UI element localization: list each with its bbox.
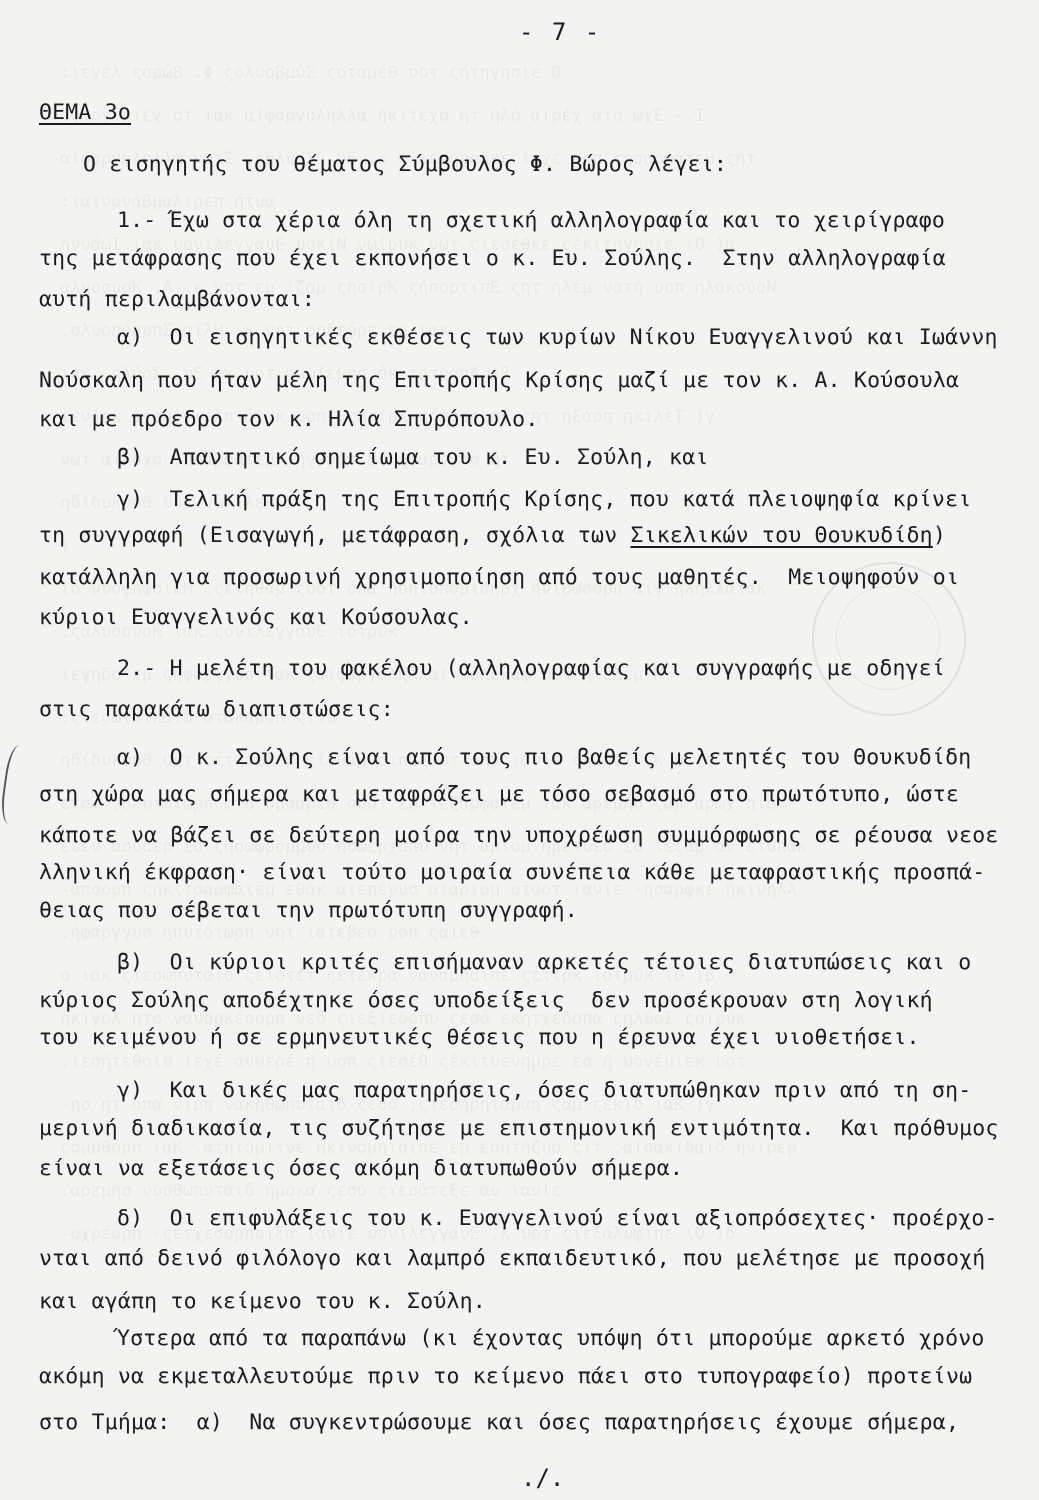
margin-pen-mark <box>0 744 35 827</box>
text-line: ακόμη να εκμεταλλευτούμε πριν το κείμενο πάει στο τυπογραφείο) προτείνω <box>39 1364 973 1389</box>
text-line: Ύστερα από τα παραπάνω (κι έχοντας υπόψη ότι μπορούμε αρκετό χρόνο <box>117 1326 985 1351</box>
text-line: στο Τμήμα: α) Να συγκεντρώσουμε και όσες παρατηρήσεις έχουμε σήμερα, <box>39 1410 960 1435</box>
text-line: 1.- Έχω στα χέρια όλη τη σχετική αλληλογραφία και το χειρίγραφο <box>117 208 946 233</box>
text-line: της μετάφρασης που έχει εκπονήσει ο κ. Ευ. Σούλης. Στην αλληλογραφία <box>39 246 946 271</box>
text-line: α) Ο κ. Σούλης είναι από τους πιο βαθείς μελετητές του Θουκυδίδη <box>117 745 972 770</box>
continuation-mark: ./. <box>521 1464 565 1492</box>
text-line: νται από δεινό φιλόλογο και λαμπρό εκπαιδευτικό, που μελέτησε με προσοχή <box>39 1246 986 1271</box>
text-line: κάποτε να βάζει σε δεύτερη μοίρα την υποχρέωση συμμόρφωσης σε ρέουσα νεοε <box>39 823 999 848</box>
text-line: γ) Και δικές μας παρατηρήσεις, όσες διατυπώθηκαν πριν από τη ση- <box>117 1078 972 1103</box>
bleed-line <box>60 95 1020 138</box>
text-line <box>39 523 946 548</box>
section-heading: ΘΕΜΑ 3ο <box>39 100 132 125</box>
bleed-line <box>60 52 1020 95</box>
text-line: και με πρόεδρο τον κ. Ηλία Σπυρόπουλο. <box>39 407 539 432</box>
underlined-title: Σικελικών του Θουκυδίδη <box>630 523 933 548</box>
text-line: β) Απαντητικό σημείωμα του κ. Ευ. Σούλη, και <box>117 445 709 470</box>
text-line: Ο εισηγητής του θέματος Σύμβουλος Φ. Βώρος λέγει: <box>83 152 728 177</box>
text-line: Νούσκαλη που ήταν μέλη της Επιτροπής Κρίσης μαζί με τον κ. Α. Κούσουλα <box>39 368 960 393</box>
text-line: α) Οι εισηγητικές εκθέσεις των κυρίων Νίκου Ευαγγελινού και Ιωάννη <box>117 325 998 350</box>
text-line: δ) Οι επιφυλάξεις του κ. Ευαγγελινού είναι αξιοπρόσεχτες· προέρχο- <box>117 1206 998 1231</box>
page-number: - 7 - <box>519 18 602 46</box>
text-line: κύριοι Ευαγγελινός και Κούσουλας. <box>39 605 473 630</box>
text-line: 2.- Η μελέτη του φακέλου (αλληλογραφίας και συγγραφής με οδηγεί <box>117 656 946 681</box>
text-line: β) Οι κύριοι κριτές επισήμαναν αρκετές τέτοιες διατυπώσεις και ο <box>117 950 972 975</box>
text-line: του κειμένου ή σε ερμηνευτικές θέσεις που η έρευνα έχει υιοθετήσει. <box>39 1025 920 1050</box>
text-line: αυτή περιλαμβάνονται: <box>39 287 316 312</box>
text-line: μερινή διαδικασία, τις συζήτησε με επιστημονική εντιμότητα. Και πρόθυμος <box>39 1116 999 1141</box>
text-line: λληνική έκφραση· είναι τούτο μοιραία συνέπεια κάθε μεταφραστικής προσπά- <box>39 860 986 885</box>
text-segment: τη συγγραφή (Εισαγωγή, μετάφραση, σχόλια των <box>39 523 631 548</box>
text-line: κύριος Σούλης αποδέχτηκε όσες υποδείξεις δεν προσέκρουαν στη λογική <box>39 988 933 1013</box>
text-line: στις παρακάτω διαπιστώσεις: <box>39 697 394 722</box>
text-line: θειας που σέβεται την πρωτότυπη συγγραφή. <box>39 898 578 923</box>
text-line: γ) Τελική πράξη της Επιτροπής Κρίσης, που κατά πλειοψηφία κρίνει <box>117 487 972 512</box>
text-line: κατάλληλη για προσωρινή χρησιμοποίηση από τους μαθητές. Μειοψηφούν οι <box>39 565 960 590</box>
text-line: και αγάπη το κείμενο του κ. Σούλη. <box>39 1289 486 1314</box>
text-line: είναι να εξετάσεις όσες ακόμη διατυπωθούν σήμερα. <box>39 1156 684 1181</box>
text-line: στη χώρα μας σήμερα και μεταφράζει με τόσο σεβασμό στο πρωτότυπο, ώστε <box>39 782 960 807</box>
text-segment: ) <box>932 523 946 548</box>
